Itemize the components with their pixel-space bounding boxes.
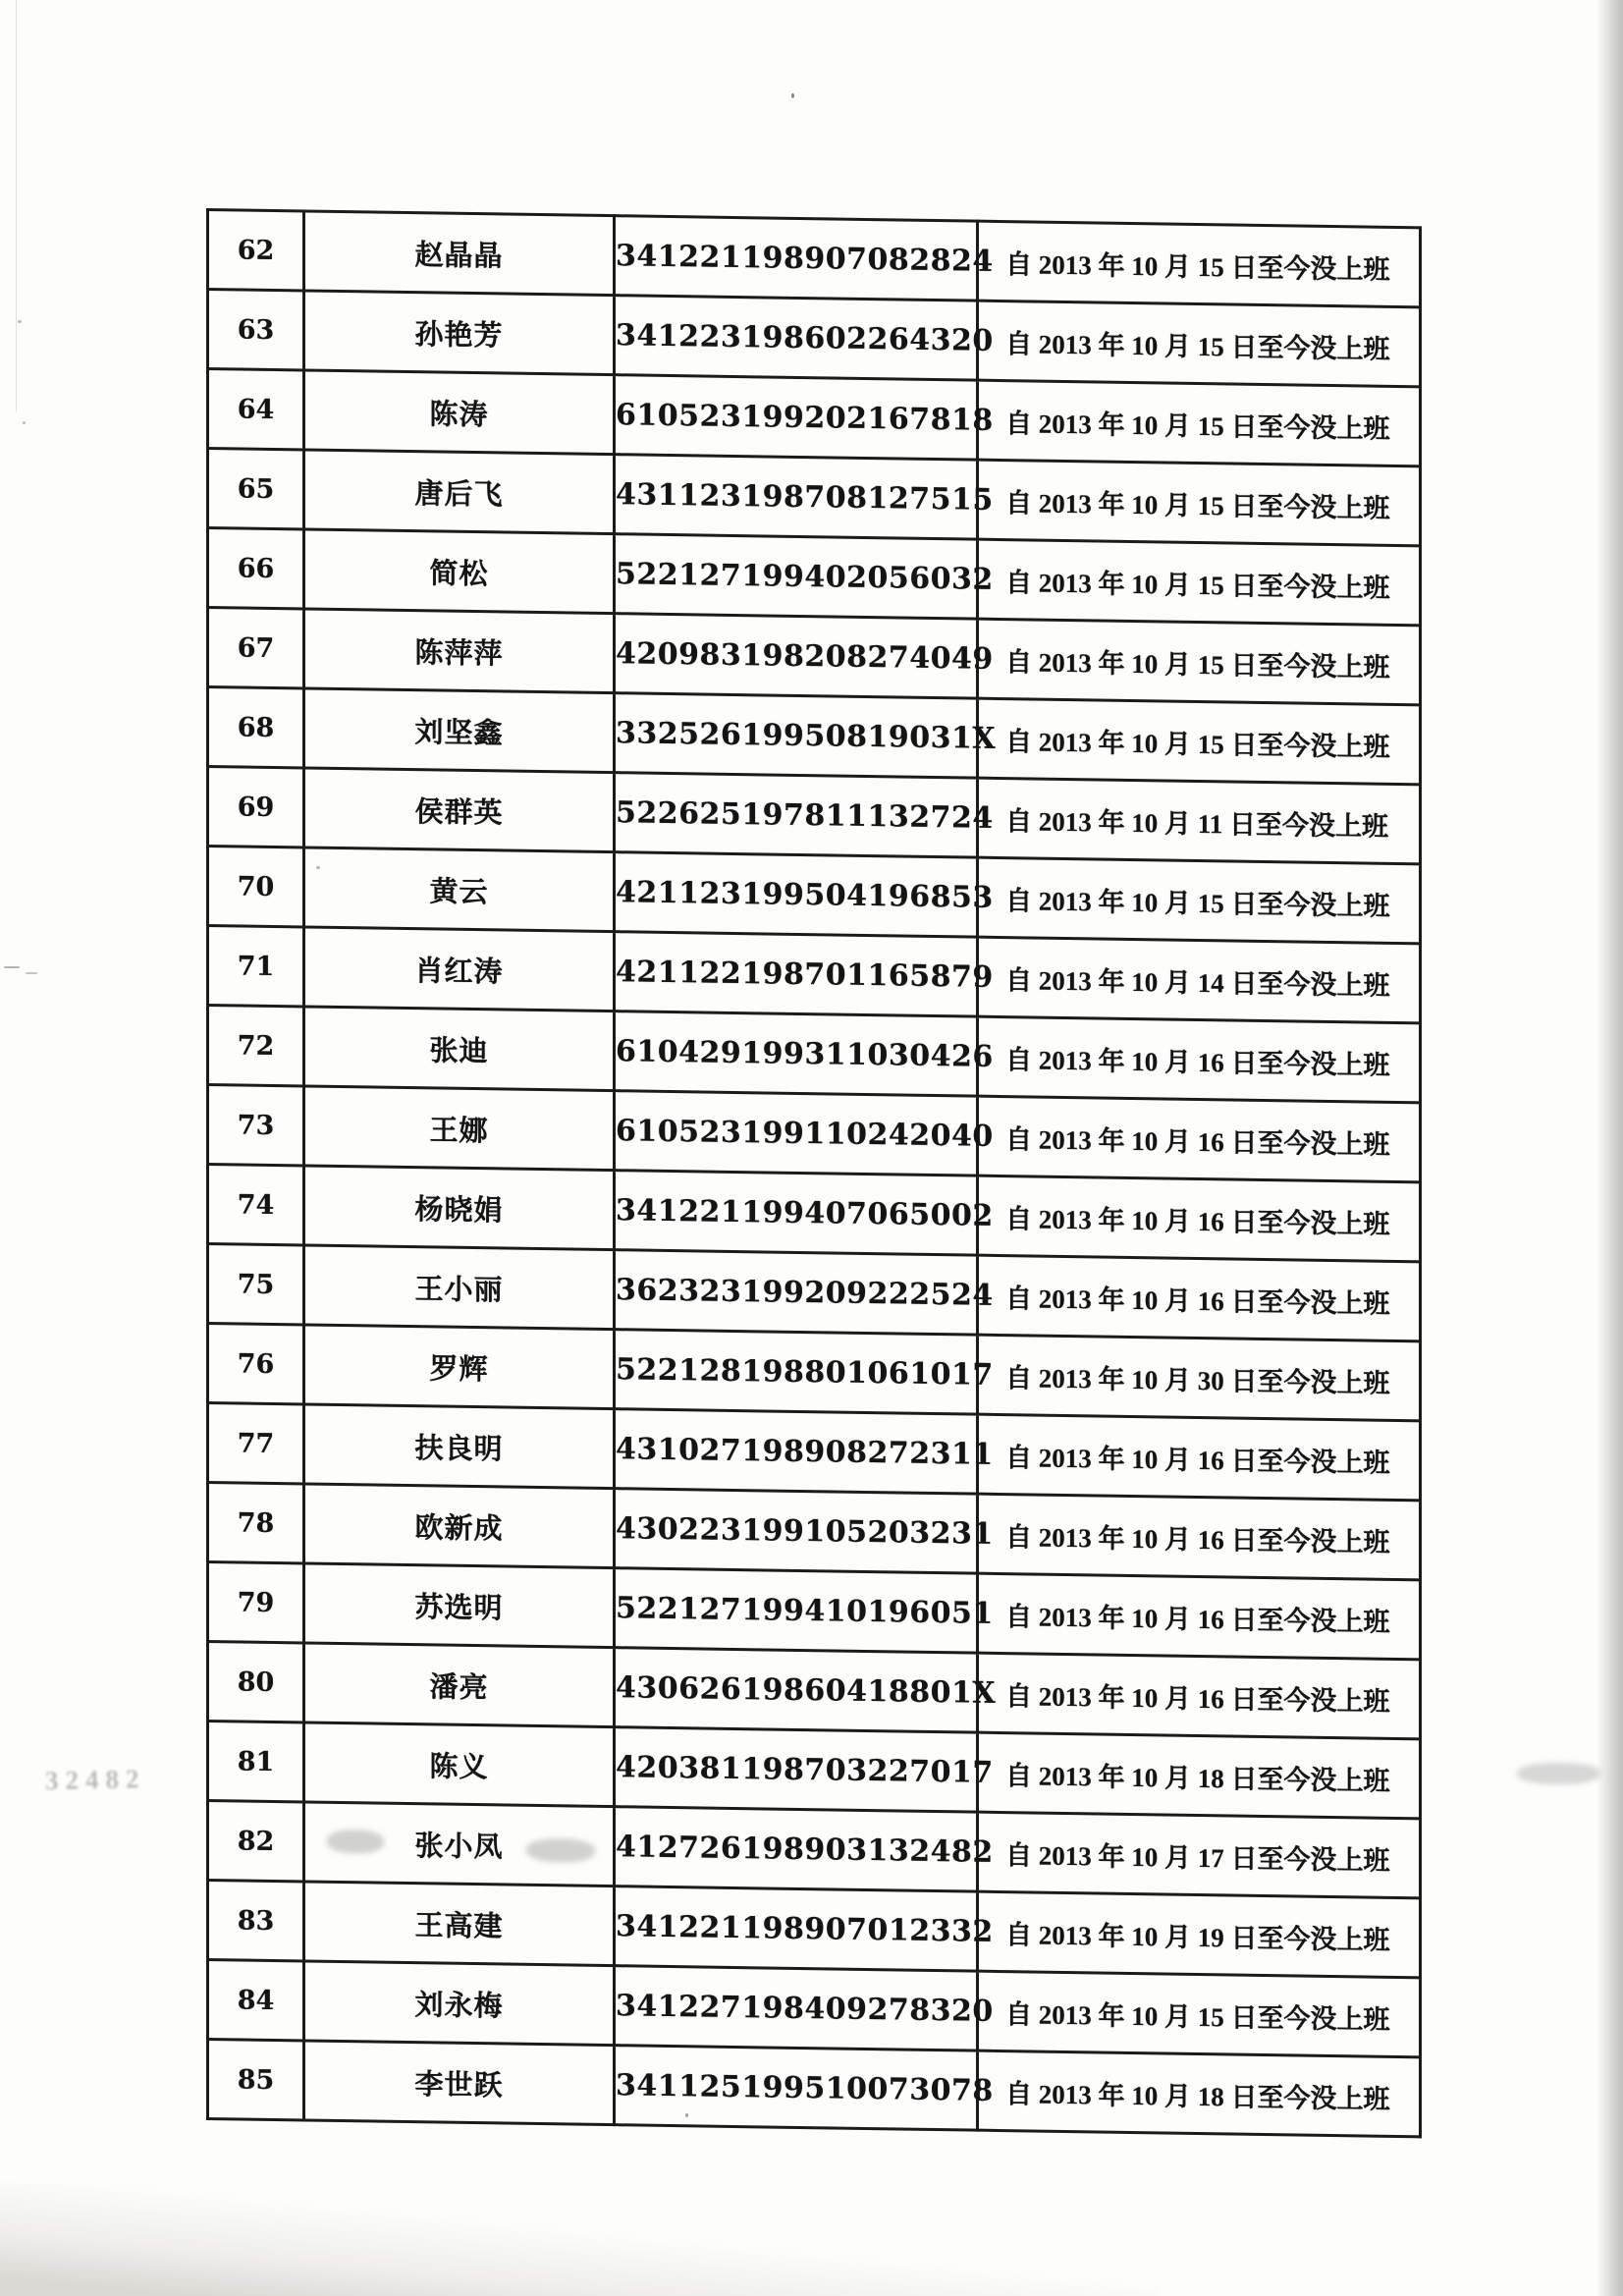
name-cell: 肖红涛 [304,927,615,1011]
name-cell: 陈涛 [304,370,615,455]
id-number-cell: 522625197811132724 [615,773,978,857]
scan-speck [18,320,22,323]
scan-speck [4,966,20,968]
name-cell: 潘亮 [304,1643,615,1727]
id-number-cell: 420381198703227017 [615,1727,978,1812]
id-number-cell: 522128198801061017 [615,1330,978,1414]
name-cell: 苏选明 [304,1563,615,1648]
name-cell: 孙艳芳 [304,291,615,375]
id-number-cell: 522127199402056032 [615,534,978,619]
attendance-table [206,208,1422,2138]
scan-speck [26,972,37,974]
status-cell: 自 2013 年 10 月 15 日至今没上班 [978,301,1421,387]
id-number-cell: 431123198708127515 [615,455,978,539]
ink-smudge-artifact [327,1830,384,1854]
row-number-cell: 68 [208,687,304,768]
status-cell: 自 2013 年 10 月 16 日至今没上班 [978,1414,1421,1501]
name-cell: 侯群英 [304,768,615,852]
status-cell: 自 2013 年 10 月 11 日至今没上班 [978,778,1421,864]
row-number-cell: 72 [208,1006,304,1086]
id-number-cell: 341221199407065002 [615,1171,978,1255]
name-cell: 赵晶晶 [304,211,615,296]
row-number-cell: 74 [208,1165,304,1245]
status-cell: 自 2013 年 10 月 16 日至今没上班 [978,1494,1421,1580]
row-number-cell: 73 [208,1085,304,1166]
name-cell: 陈萍萍 [304,609,615,693]
row-number-cell: 82 [208,1801,304,1882]
row-number-cell: 69 [208,767,304,847]
status-cell: 自 2013 年 10 月 16 日至今没上班 [978,1096,1421,1182]
name-cell: 陈义 [304,1722,615,1807]
status-cell: 自 2013 年 10 月 15 日至今没上班 [978,221,1421,307]
status-cell: 自 2013 年 10 月 16 日至今没上班 [978,1016,1421,1103]
name-cell: 扶良明 [304,1404,615,1489]
status-cell: 自 2013 年 10 月 16 日至今没上班 [978,1255,1421,1341]
scan-speck [23,421,26,424]
status-cell: 自 2013 年 10 月 16 日至今没上班 [978,1573,1421,1660]
name-cell: 罗辉 [304,1325,615,1409]
name-cell: 李世跃 [304,2041,615,2125]
id-number-cell: 522127199410196051 [615,1568,978,1653]
name-cell: 欧新成 [304,1484,615,1568]
id-number-cell: 610429199311030426 [615,1011,978,1096]
status-cell: 自 2013 年 10 月 18 日至今没上班 [978,2050,1421,2137]
ink-smudge-artifact [526,1838,595,1863]
name-cell: 唐后飞 [304,450,615,534]
status-cell: 自 2013 年 10 月 16 日至今没上班 [978,1175,1421,1262]
scan-edge-line [16,0,17,412]
row-number-cell: 70 [208,847,304,927]
id-number-cell: 341227198409278320 [615,1966,978,2050]
row-number-cell: 66 [208,528,304,609]
status-cell: 自 2013 年 10 月 15 日至今没上班 [978,1971,1421,2057]
row-number-cell: 80 [208,1642,304,1722]
row-number-cell: 85 [208,2040,304,2120]
id-number-cell: 33252619950819031X [615,693,978,778]
row-number-cell: 79 [208,1562,304,1643]
scan-bottom-shadow [0,2183,1159,2296]
scan-speck [791,93,794,98]
row-number-cell: 76 [208,1324,304,1404]
id-number-cell: 610523199202167818 [615,375,978,460]
row-number-cell: 83 [208,1881,304,1961]
id-number-cell: 610523199110242040 [615,1091,978,1175]
status-cell: 自 2013 年 10 月 30 日至今没上班 [978,1335,1421,1421]
name-cell: 黄云 [304,847,615,932]
id-number-cell: 412726198903132482 [615,1807,978,1891]
row-number-cell: 64 [208,369,304,450]
name-cell: 简松 [304,529,615,614]
status-cell: 自 2013 年 10 月 15 日至今没上班 [978,857,1421,944]
status-cell: 自 2013 年 10 月 18 日至今没上班 [978,1732,1421,1819]
row-number-cell: 67 [208,608,304,688]
row-number-cell: 77 [208,1403,304,1484]
status-cell: 自 2013 年 10 月 15 日至今没上班 [978,380,1421,466]
row-number-cell: 63 [208,290,304,370]
row-number-cell: 62 [208,210,304,291]
table-container [206,208,1422,2138]
id-number-cell: 362323199209222524 [615,1250,978,1335]
bleed-through-artifact: 32482 [44,1764,146,1796]
status-cell: 自 2013 年 10 月 17 日至今没上班 [978,1812,1421,1898]
table-row [208,2040,1421,2137]
id-number-cell: 341221198907012332 [615,1886,978,1971]
ink-smudge-artifact [1517,1763,1600,1784]
name-cell: 刘坚鑫 [304,688,615,773]
status-cell: 自 2013 年 10 月 15 日至今没上班 [978,460,1421,546]
status-cell: 自 2013 年 10 月 15 日至今没上班 [978,619,1421,705]
name-cell: 王高建 [304,1882,615,1966]
id-number-cell: 341125199510073078 [615,2046,978,2130]
table-body [208,210,1421,2137]
row-number-cell: 65 [208,449,304,529]
id-number-cell: 43062619860418801X [615,1648,978,1732]
row-number-cell: 78 [208,1483,304,1563]
id-number-cell: 421122198701165879 [615,932,978,1016]
id-number-cell: 430223199105203231 [615,1489,978,1573]
name-cell: 刘永梅 [304,1961,615,2046]
status-cell: 自 2013 年 10 月 15 日至今没上班 [978,698,1421,785]
id-number-cell: 341223198602264320 [615,296,978,380]
name-cell: 王小丽 [304,1245,615,1330]
id-number-cell: 421123199504196853 [615,852,978,937]
scan-edge-shadow [1596,0,1623,2296]
row-number-cell: 75 [208,1244,304,1325]
status-cell: 自 2013 年 10 月 16 日至今没上班 [978,1653,1421,1739]
name-cell: 张迪 [304,1007,615,1091]
status-cell: 自 2013 年 10 月 14 日至今没上班 [978,937,1421,1023]
id-number-cell: 420983198208274049 [615,614,978,698]
name-cell: 杨晓娟 [304,1166,615,1250]
name-cell: 张小凤 [304,1802,615,1886]
row-number-cell: 81 [208,1722,304,1802]
status-cell: 自 2013 年 10 月 15 日至今没上班 [978,539,1421,626]
row-number-cell: 71 [208,926,304,1007]
status-cell: 自 2013 年 10 月 19 日至今没上班 [978,1891,1421,1978]
name-cell: 王娜 [304,1086,615,1171]
id-number-cell: 341221198907082824 [615,216,978,301]
id-number-cell: 431027198908272311 [615,1409,978,1494]
row-number-cell: 84 [208,1960,304,2041]
